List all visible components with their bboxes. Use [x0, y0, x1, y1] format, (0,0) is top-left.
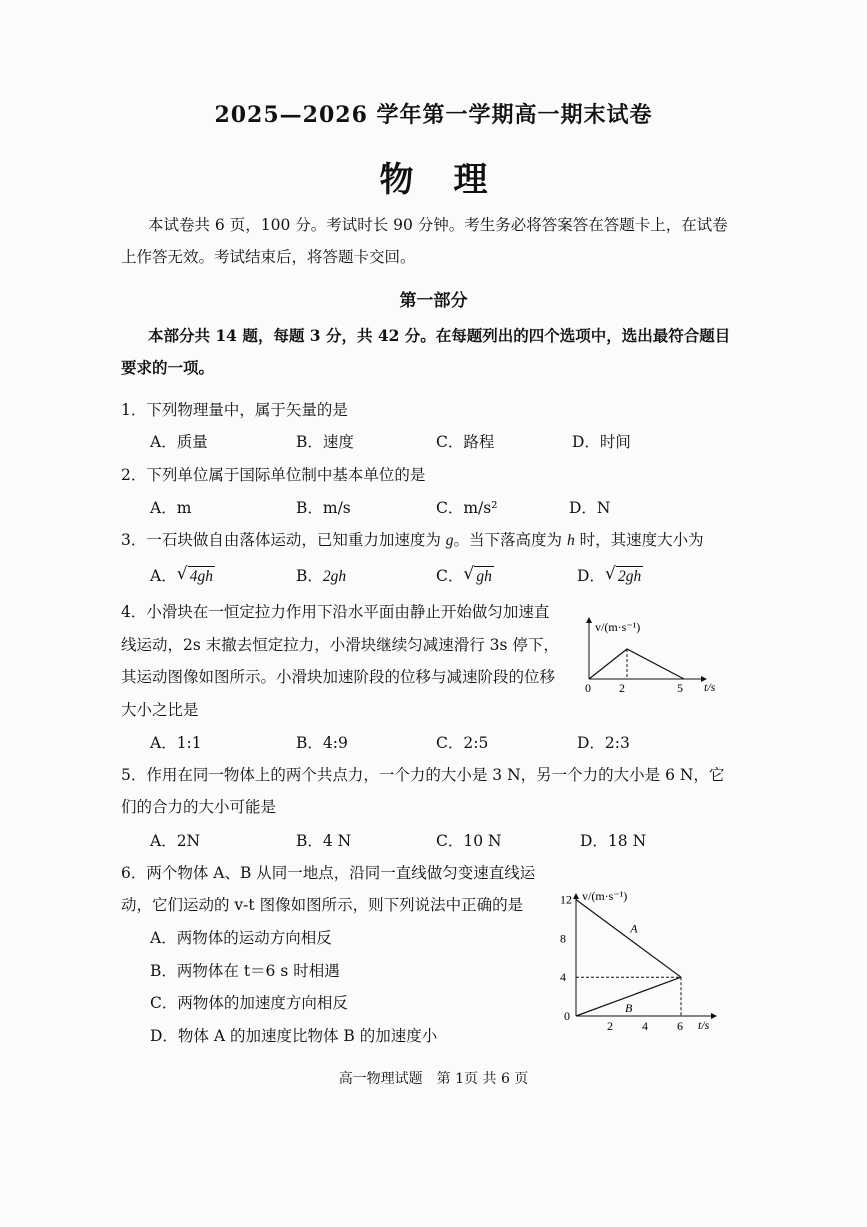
question-4-line-4: 大小之比是 [121, 701, 199, 719]
question-5-option-d: D．18 N [580, 832, 647, 850]
question-4-line-3: 其运动图像如图所示。小滑块加速阶段的位移与减速阶段的位移 [121, 668, 556, 686]
question-2-option-a: A．m [150, 499, 192, 517]
radical-sign-icon: √ [604, 564, 616, 584]
question-1-option-d: D．时间 [572, 433, 631, 451]
question-6-option-d: D．物体 A 的加速度比物体 B 的加速度小 [150, 1027, 438, 1045]
question-3-stem-part-2: 。当下落高度为 [453, 531, 567, 549]
option-label: C． [436, 567, 464, 585]
question-3-option-b [296, 564, 346, 586]
x-tick-5: 5 [677, 681, 683, 695]
radicand: 2gh [617, 568, 642, 585]
question-2-option-b: B．m/s [296, 499, 351, 517]
question-3-stem-part-3: 时，其速度大小为 [574, 531, 704, 549]
question-5-line-1: 5．作用在同一物体上的两个共点力，一个力的大小是 3 N，另一个力的大小是 6 N，它 [121, 766, 725, 784]
x-tick-2: 2 [619, 681, 625, 695]
question-4-option-d: D．2:3 [577, 734, 630, 752]
question-5-line-2: 们的合力的大小可能是 [121, 798, 277, 816]
y-tick-label: 4 [560, 970, 566, 985]
sqrt-expression [463, 566, 494, 586]
subject-title: 物理 [379, 160, 528, 200]
option-label: B． [296, 567, 323, 585]
question-5-option-c: C．10 N [436, 832, 502, 850]
radicand: gh [476, 568, 492, 585]
radical-sign-icon: √ [463, 564, 475, 584]
question-6-line-2: 动，它们运动的 v-t 图像如图所示，则下列说法中正确的是 [121, 896, 524, 914]
velocity-line [589, 649, 684, 679]
x-tick-label: 2 [607, 1019, 613, 1033]
series-a-label: A [630, 921, 638, 936]
x-axis-label: t/s [704, 680, 716, 694]
q4-vt-graph [578, 612, 728, 697]
question-3-option-a [150, 564, 215, 586]
option-label: A． [150, 567, 177, 585]
series-a-line [576, 900, 681, 978]
question-6-option-b: B．两物体在 t＝6 s 时相遇 [150, 962, 340, 980]
option-label: D． [577, 567, 605, 585]
y-axis-label: v/(m·s⁻¹) [582, 889, 628, 903]
instructions-line-1: 本试卷共 6 页，100 分。考试时长 90 分钟。考生务必将答案答在答题卡上，在试卷 [148, 216, 728, 234]
question-3-option-d [577, 564, 643, 586]
question-4-option-c: C．2:5 [436, 734, 489, 752]
instructions-line-2: 上作答无效。考试结束后，将答题卡交回。 [121, 248, 416, 266]
origin-label: 0 [564, 1009, 570, 1023]
question-4-line-2: 线运动，2s 末撤去恒定拉力，小滑块继续匀减速滑行 3s 停下， [121, 636, 559, 654]
question-6-line-1: 6．两个物体 A、B 从同一地点，沿同一直线做匀变速直线运 [121, 864, 536, 882]
series-b-label: B [625, 1001, 633, 1016]
question-5-option-a: A．2N [150, 832, 201, 850]
radical-sign-icon: √ [176, 564, 188, 584]
x-axis-label: t/s [698, 1018, 710, 1032]
question-2-option-d: D．N [569, 499, 611, 517]
question-3-var-h: h [566, 532, 575, 549]
question-3-stem-part-1: 3．一石块做自由落体运动，已知重力加速度为 [121, 531, 446, 549]
y-axis-label: v/(m·s⁻¹) [595, 620, 641, 634]
section-desc-line-1: 本部分共 14 题，每题 3 分，共 42 分。在每题列出的四个选项中，选出最符合题目 [148, 326, 731, 345]
question-2-option-c: C．m/s² [436, 499, 498, 517]
sqrt-expression [605, 566, 643, 586]
y-tick-label: 12 [560, 892, 572, 907]
x-tick-label: 4 [642, 1019, 648, 1033]
question-3-stem [121, 528, 704, 550]
question-1-stem: 1．下列物理量中，属于矢量的是 [121, 401, 348, 419]
question-5-option-b: B．4 N [296, 832, 352, 850]
question-1-option-b: B．速度 [296, 433, 354, 451]
question-4-option-a: A．1:1 [150, 734, 202, 752]
sqrt-expression [177, 566, 215, 586]
question-4-option-b: B．4:9 [296, 734, 348, 752]
section-title: 第一部分 [399, 291, 468, 311]
question-6-option-c: C．两物体的加速度方向相反 [150, 994, 348, 1012]
x-tick-label: 6 [677, 1019, 683, 1033]
y-tick-label: 8 [560, 931, 566, 946]
page-footer: 高一物理试题 第 1页 共 6 页 [338, 1071, 529, 1087]
q6-vt-graph [558, 884, 733, 1034]
question-3-var-g: g [445, 532, 454, 549]
question-2-stem: 2．下列单位属于国际单位制中基本单位的是 [121, 466, 426, 484]
exam-title: 2025—2026 学年第一学期高一期末试卷 [214, 102, 653, 128]
question-1-option-c: C．路程 [436, 433, 495, 451]
question-4-line-1: 4．小滑块在一恒定拉力作用下沿水平面由静止开始做匀加速直 [121, 603, 550, 621]
option-value: 2gh [322, 568, 347, 585]
question-3-option-c [436, 564, 494, 586]
question-1-option-a: A．质量 [150, 433, 208, 451]
question-6-option-a: A．两物体的运动方向相反 [150, 929, 332, 947]
radicand: 4gh [189, 568, 213, 585]
x-tick-0: 0 [585, 681, 591, 695]
section-desc-line-2: 要求的一项。 [121, 358, 215, 377]
